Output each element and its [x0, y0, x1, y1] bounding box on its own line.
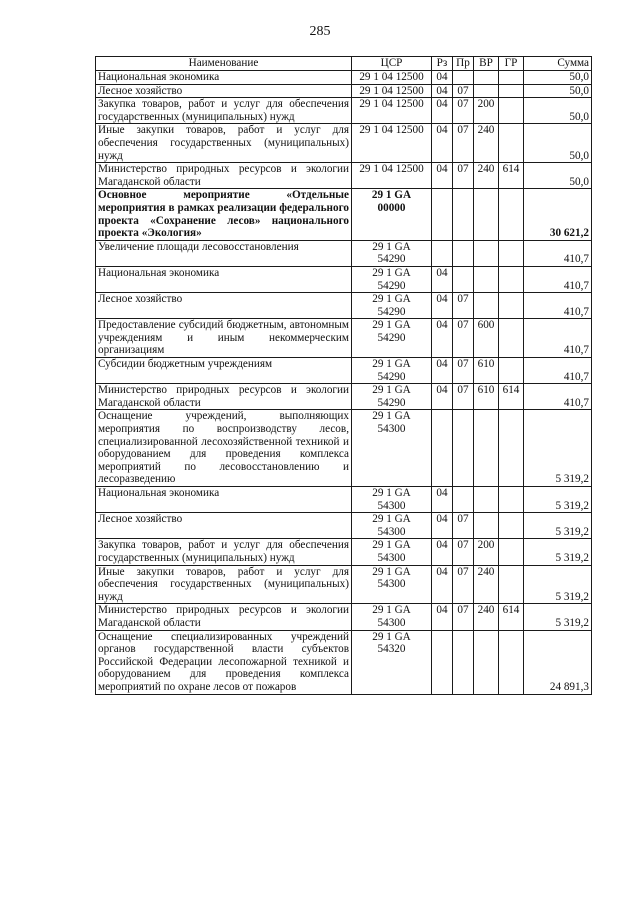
- cell-pr: 07: [453, 319, 474, 358]
- cell-csr: 29 1 GA 54300: [352, 410, 432, 487]
- cell-gr: [499, 293, 524, 319]
- cell-csr: 29 1 04 12500: [352, 163, 432, 189]
- cell-gr: [499, 513, 524, 539]
- cell-name: Увеличение площади лесовосстановления: [96, 240, 352, 266]
- cell-vr: 240: [474, 163, 499, 189]
- cell-sum: 24 891,3: [524, 630, 592, 694]
- cell-sum: 50,0: [524, 84, 592, 98]
- cell-rz: 04: [432, 124, 453, 163]
- cell-name: Министерство природных ресурсов и экологии Магаданской области: [96, 384, 352, 410]
- cell-vr: [474, 189, 499, 240]
- cell-rz: 04: [432, 358, 453, 384]
- table-row: [96, 266, 592, 292]
- table-row: [96, 293, 592, 319]
- table-row: [96, 84, 592, 98]
- table-row: [96, 98, 592, 124]
- table-row: [96, 513, 592, 539]
- cell-sum: 410,7: [524, 293, 592, 319]
- cell-gr: [499, 98, 524, 124]
- header-pr: Пр: [453, 57, 474, 71]
- cell-rz: [432, 410, 453, 487]
- cell-csr: 29 1 04 12500: [352, 71, 432, 85]
- cell-csr: 29 1 04 12500: [352, 98, 432, 124]
- cell-name: Закупка товаров, работ и услуг для обеспечения государственных (муниципальных) нужд: [96, 539, 352, 565]
- cell-name: Министерство природных ресурсов и экологии Магаданской области: [96, 604, 352, 630]
- cell-rz: 04: [432, 513, 453, 539]
- cell-name: Национальная экономика: [96, 71, 352, 85]
- cell-vr: [474, 71, 499, 85]
- cell-name: Оснащение специализированных учреждений органов государственной власти субъектов Российской Федерации лесопожарной техникой и оборудованием для проведения комплекса мероприятий по охране лесов от пожаров: [96, 630, 352, 694]
- cell-gr: 614: [499, 163, 524, 189]
- cell-csr: 29 1 GA 54320: [352, 630, 432, 694]
- cell-rz: [432, 189, 453, 240]
- cell-gr: [499, 410, 524, 487]
- table-row: [96, 565, 592, 604]
- cell-rz: [432, 630, 453, 694]
- table-row: [96, 384, 592, 410]
- cell-sum: 410,7: [524, 266, 592, 292]
- table-row: [96, 487, 592, 513]
- cell-gr: [499, 71, 524, 85]
- header-sum: Сумма: [524, 57, 592, 71]
- cell-vr: [474, 266, 499, 292]
- cell-name: Оснащение учреждений, выполняющих мероприятия по воспроизводству лесов, специализированной лесохозяйственной техникой и оборудованием для проведения комплекса мероприятий по лесовосстановлению и лесоразведению: [96, 410, 352, 487]
- cell-pr: [453, 240, 474, 266]
- cell-vr: 610: [474, 384, 499, 410]
- table-row: [96, 358, 592, 384]
- cell-sum: 5 319,2: [524, 513, 592, 539]
- cell-name: Закупка товаров, работ и услуг для обеспечения государственных (муниципальных) нужд: [96, 98, 352, 124]
- cell-vr: 200: [474, 98, 499, 124]
- cell-sum: 5 319,2: [524, 410, 592, 487]
- cell-vr: 240: [474, 124, 499, 163]
- cell-gr: [499, 487, 524, 513]
- table-row: [96, 539, 592, 565]
- cell-gr: [499, 565, 524, 604]
- cell-csr: 29 1 GA 54300: [352, 565, 432, 604]
- cell-pr: 07: [453, 293, 474, 319]
- cell-pr: 07: [453, 604, 474, 630]
- cell-gr: 614: [499, 384, 524, 410]
- header-gr: ГР: [499, 57, 524, 71]
- cell-gr: [499, 630, 524, 694]
- table-row: [96, 630, 592, 694]
- cell-csr: 29 1 04 12500: [352, 84, 432, 98]
- cell-gr: [499, 319, 524, 358]
- cell-name: Национальная экономика: [96, 487, 352, 513]
- table-row: [96, 163, 592, 189]
- cell-sum: 50,0: [524, 98, 592, 124]
- cell-name: Предоставление субсидий бюджетным, автономным учреждениям и иным некоммерческим организациям: [96, 319, 352, 358]
- cell-sum: 5 319,2: [524, 565, 592, 604]
- cell-pr: [453, 189, 474, 240]
- cell-pr: [453, 487, 474, 513]
- cell-sum: 30 621,2: [524, 189, 592, 240]
- table-body: [96, 71, 592, 695]
- cell-vr: 240: [474, 565, 499, 604]
- page-number: 285: [309, 24, 331, 39]
- header-name: Наименование: [96, 57, 352, 71]
- cell-rz: 04: [432, 163, 453, 189]
- table-header-row: [96, 57, 592, 71]
- cell-rz: 04: [432, 565, 453, 604]
- cell-sum: 5 319,2: [524, 539, 592, 565]
- cell-sum: 410,7: [524, 384, 592, 410]
- header-rz: Рз: [432, 57, 453, 71]
- cell-rz: 04: [432, 71, 453, 85]
- table-row: [96, 319, 592, 358]
- cell-sum: 50,0: [524, 71, 592, 85]
- table-row: [96, 189, 592, 240]
- table-row: [96, 124, 592, 163]
- cell-rz: 04: [432, 384, 453, 410]
- cell-csr: 29 1 GA 54300: [352, 513, 432, 539]
- cell-csr: 29 1 GA 54290: [352, 358, 432, 384]
- cell-vr: [474, 84, 499, 98]
- cell-rz: 04: [432, 84, 453, 98]
- cell-rz: 04: [432, 98, 453, 124]
- cell-rz: 04: [432, 604, 453, 630]
- cell-name: Министерство природных ресурсов и экологии Магаданской области: [96, 163, 352, 189]
- table-row: [96, 71, 592, 85]
- cell-sum: 410,7: [524, 319, 592, 358]
- cell-gr: [499, 189, 524, 240]
- cell-csr: 29 1 GA 54300: [352, 604, 432, 630]
- cell-csr: 29 1 GA 54300: [352, 539, 432, 565]
- cell-vr: [474, 513, 499, 539]
- cell-rz: 04: [432, 266, 453, 292]
- cell-pr: 07: [453, 513, 474, 539]
- cell-pr: 07: [453, 565, 474, 604]
- cell-rz: 04: [432, 539, 453, 565]
- cell-csr: 29 1 GA 00000: [352, 189, 432, 240]
- cell-name: Субсидии бюджетным учреждениям: [96, 358, 352, 384]
- cell-pr: 07: [453, 384, 474, 410]
- cell-sum: 410,7: [524, 240, 592, 266]
- cell-rz: [432, 240, 453, 266]
- cell-pr: 07: [453, 358, 474, 384]
- cell-vr: 240: [474, 604, 499, 630]
- cell-vr: [474, 240, 499, 266]
- cell-gr: [499, 539, 524, 565]
- cell-gr: [499, 266, 524, 292]
- header-vr: ВР: [474, 57, 499, 71]
- cell-csr: 29 1 GA 54290: [352, 319, 432, 358]
- cell-rz: 04: [432, 487, 453, 513]
- cell-pr: 07: [453, 124, 474, 163]
- cell-gr: [499, 84, 524, 98]
- cell-gr: [499, 240, 524, 266]
- cell-csr: 29 1 GA 54290: [352, 293, 432, 319]
- cell-name: Лесное хозяйство: [96, 513, 352, 539]
- cell-sum: 5 319,2: [524, 604, 592, 630]
- cell-vr: [474, 487, 499, 513]
- cell-name: Иные закупки товаров, работ и услуг для обеспечения государственных (муниципальных) нужд: [96, 124, 352, 163]
- budget-table: [95, 56, 592, 695]
- cell-pr: [453, 410, 474, 487]
- cell-name: Лесное хозяйство: [96, 293, 352, 319]
- cell-gr: 614: [499, 604, 524, 630]
- cell-sum: 410,7: [524, 358, 592, 384]
- cell-vr: 610: [474, 358, 499, 384]
- table-row: [96, 410, 592, 487]
- cell-csr: 29 1 GA 54290: [352, 240, 432, 266]
- cell-pr: [453, 630, 474, 694]
- cell-pr: 07: [453, 98, 474, 124]
- cell-csr: 29 1 GA 54290: [352, 266, 432, 292]
- cell-vr: [474, 410, 499, 487]
- cell-name: Лесное хозяйство: [96, 84, 352, 98]
- cell-csr: 29 1 04 12500: [352, 124, 432, 163]
- cell-rz: 04: [432, 293, 453, 319]
- cell-csr: 29 1 GA 54290: [352, 384, 432, 410]
- cell-sum: 50,0: [524, 163, 592, 189]
- cell-pr: [453, 71, 474, 85]
- table-row: [96, 604, 592, 630]
- cell-rz: 04: [432, 319, 453, 358]
- cell-pr: [453, 266, 474, 292]
- cell-sum: 50,0: [524, 124, 592, 163]
- header-csr: ЦСР: [352, 57, 432, 71]
- cell-pr: 07: [453, 84, 474, 98]
- cell-gr: [499, 358, 524, 384]
- cell-pr: 07: [453, 539, 474, 565]
- cell-vr: 600: [474, 319, 499, 358]
- cell-csr: 29 1 GA 54300: [352, 487, 432, 513]
- cell-name: Иные закупки товаров, работ и услуг для обеспечения государственных (муниципальных) нужд: [96, 565, 352, 604]
- cell-name: Основное мероприятие «Отдельные мероприятия в рамках реализации федерального проекта «Сохранение лесов» национального проекта «Экология»: [96, 189, 352, 240]
- cell-gr: [499, 124, 524, 163]
- cell-pr: 07: [453, 163, 474, 189]
- cell-name: Национальная экономика: [96, 266, 352, 292]
- cell-vr: [474, 630, 499, 694]
- cell-vr: [474, 293, 499, 319]
- cell-vr: 200: [474, 539, 499, 565]
- cell-sum: 5 319,2: [524, 487, 592, 513]
- table-row: [96, 240, 592, 266]
